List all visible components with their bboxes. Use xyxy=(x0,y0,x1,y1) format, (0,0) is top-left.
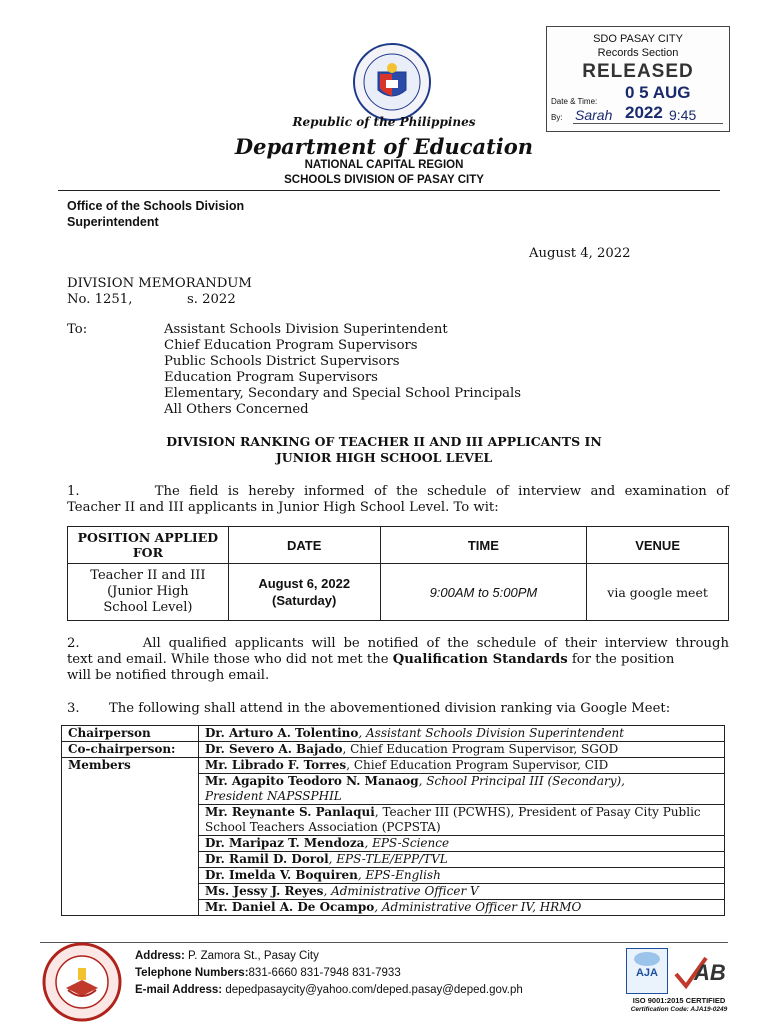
committee-member xyxy=(199,758,725,774)
member-title: , Administrative Officer V xyxy=(323,884,479,898)
cell-date xyxy=(228,564,380,621)
phone-value: 831-6660 831-7948 831-7933 xyxy=(248,967,401,979)
member-title: , Assistant Schools Division Superintendent xyxy=(358,726,625,740)
stamp-time-value: 9:45 xyxy=(669,107,697,123)
office-block xyxy=(67,198,244,230)
position-line: School Level) xyxy=(103,600,193,615)
member-title: , Chief Education Program Supervisor, CID xyxy=(346,758,609,772)
para3-number: 3. xyxy=(67,701,80,716)
office-line-2: Superintendent xyxy=(67,215,159,229)
stamp-status: RELEASED xyxy=(582,61,694,82)
to-label: To: xyxy=(67,322,88,337)
cell-venue: via google meet xyxy=(587,564,729,621)
paragraph-2 xyxy=(67,636,729,684)
subject-line-2: JUNIOR HIGH SCHOOL LEVEL xyxy=(275,450,493,465)
address-value: P. Zamora St., Pasay City xyxy=(184,950,319,962)
committee-member xyxy=(199,805,725,836)
region-name: NATIONAL CAPITAL REGION xyxy=(304,159,464,171)
para2-line-1: All qualified applicants will be notified of the schedule of their interview through xyxy=(142,636,729,651)
position-line: Teacher II and III xyxy=(90,568,206,583)
footer-contact xyxy=(135,948,523,999)
sdo-pasay-seal-logo xyxy=(42,942,122,1022)
member-title-2: School Teachers Association (PCPSTA) xyxy=(205,820,441,834)
member-title: , Teacher III (PCWHS), President of Pasay City Public xyxy=(374,805,701,819)
header-time: TIME xyxy=(380,527,587,564)
recipient-item: All Others Concerned xyxy=(164,402,309,417)
para1-line-1: The field is hereby informed of the schedule of interview and examination of xyxy=(154,484,729,499)
member-title: , EPS-Science xyxy=(364,836,450,850)
address-label: Address: xyxy=(135,950,185,962)
member-name: Mr. Librado F. Torres xyxy=(205,758,347,772)
header-rule xyxy=(58,190,720,191)
schedule-table xyxy=(67,526,729,621)
para3-text: The following shall attend in the abovementioned division ranking via Google Meet: xyxy=(108,701,671,716)
aja-cert-logo xyxy=(626,948,668,994)
paragraph-3 xyxy=(67,701,729,717)
para2-line-3: will be notified through email. xyxy=(67,668,270,683)
republic-line: Republic of the Philippines xyxy=(292,115,476,129)
para2-number: 2. xyxy=(67,636,80,651)
subject xyxy=(0,434,768,466)
schedule-header-row xyxy=(68,527,729,564)
member-name: Mr. Agapito Teodoro N. Manaog xyxy=(205,774,419,788)
recipient-item: Elementary, Secondary and Special School Principals xyxy=(164,386,522,401)
member-title-2: President NAPSSPHIL xyxy=(205,789,342,803)
committee-member xyxy=(199,726,725,742)
committee-member xyxy=(199,836,725,852)
member-title: , Administrative Officer IV, HRMO xyxy=(374,900,582,914)
ab-label: AB xyxy=(694,960,726,985)
member-name: Ms. Jessy J. Reyes xyxy=(205,884,324,898)
recipient-list xyxy=(164,322,521,418)
date-line: August 6, 2022 xyxy=(258,576,351,591)
stamp-by-label: By: xyxy=(551,113,563,122)
para2-line-2c: for the position xyxy=(567,652,675,667)
committee-member xyxy=(199,742,725,758)
committee-role: Co-chairperson: xyxy=(62,742,199,758)
memo-number: No. 1251, xyxy=(67,292,133,307)
iso-code: Certification Code: AJA19-0249 xyxy=(630,1006,728,1013)
committee-table xyxy=(61,725,725,916)
committee-row xyxy=(62,726,725,742)
member-title: , Chief Education Program Supervisor, SGOD xyxy=(342,742,619,756)
para2-qs: Qualification Standards xyxy=(392,652,568,667)
member-name: Dr. Arturo A. Tolentino xyxy=(205,726,359,740)
deped-seal-logo xyxy=(352,42,432,122)
member-name: Dr. Ramil D. Dorol xyxy=(205,852,329,866)
office-line-1: Office of the Schools Division xyxy=(67,199,245,213)
para1-line-2: Teacher II and III applicants in Junior High School Level. To wit: xyxy=(67,500,499,515)
member-title: , EPS-English xyxy=(357,868,441,882)
memo-title: DIVISION MEMORANDUM xyxy=(67,276,252,291)
para1-number: 1. xyxy=(67,484,80,499)
schedule-row xyxy=(68,564,729,621)
para2-line-2a: text and email. While those who did not met the xyxy=(67,652,393,667)
header-date: DATE xyxy=(228,527,380,564)
paragraph-1 xyxy=(67,484,729,516)
member-name: Dr. Imelda V. Boquiren xyxy=(205,868,358,882)
member-name: Mr. Reynante S. Panlaqui xyxy=(205,805,375,819)
committee-row xyxy=(62,742,725,758)
member-name: Mr. Daniel A. De Ocampo xyxy=(205,900,375,914)
member-name: Dr. Severo A. Bajado xyxy=(205,742,343,756)
committee-member xyxy=(199,884,725,900)
phone-label: Telephone Numbers: xyxy=(135,967,249,979)
committee-member xyxy=(199,868,725,884)
committee-role: Members xyxy=(62,758,199,916)
committee-role: Chairperson xyxy=(62,726,199,742)
footer-rule xyxy=(40,942,728,943)
stamp-date-value: 0 5 AUG 2022 xyxy=(625,83,691,122)
committee-member xyxy=(199,774,725,805)
recipient-item: Education Program Supervisors xyxy=(164,370,378,385)
subject-line-1: DIVISION RANKING OF TEACHER II AND III APPLICANTS IN xyxy=(166,434,602,449)
member-name: Dr. Maripaz T. Mendoza xyxy=(205,836,365,850)
email-label: E-mail Address: xyxy=(135,984,223,996)
cell-position xyxy=(68,564,229,621)
committee-member xyxy=(199,852,725,868)
header-venue: VENUE xyxy=(587,527,729,564)
recipient-item: Assistant Schools Division Superintendent xyxy=(164,322,448,337)
member-title: , EPS-TLE/EPP/TVL xyxy=(328,852,448,866)
department-name: Department of Education xyxy=(234,134,534,159)
globe-icon xyxy=(632,951,662,967)
recipient-item: Chief Education Program Supervisors xyxy=(164,338,418,353)
stamp-office: SDO PASAY CITY xyxy=(593,33,683,45)
committee-row xyxy=(62,758,725,774)
ab-cert-logo xyxy=(672,954,728,990)
stamp-by-value: Sarah xyxy=(575,107,613,123)
memo-date: August 4, 2022 xyxy=(529,246,631,261)
stamp-date-label: Date & Time: xyxy=(551,97,598,106)
aja-label: AJA xyxy=(635,967,658,979)
date-line: (Saturday) xyxy=(272,593,337,608)
division-name: SCHOOLS DIVISION OF PASAY CITY xyxy=(284,174,484,186)
committee-member xyxy=(199,900,725,916)
stamp-section: Records Section xyxy=(597,47,679,59)
memo-series: s. 2022 xyxy=(187,292,236,307)
member-title: , School Principal III (Secondary), xyxy=(418,774,625,788)
iso-cert xyxy=(624,996,734,1014)
cell-time: 9:00AM to 5:00PM xyxy=(380,564,587,621)
header-position: POSITION APPLIED FOR xyxy=(68,527,229,564)
iso-label: ISO 9001:2015 CERTIFIED xyxy=(632,996,726,1005)
recipient-item: Public Schools District Supervisors xyxy=(164,354,400,369)
position-line: (Junior High xyxy=(107,584,189,599)
email-value: depedpasaycity@yahoo.com/deped.pasay@deped.gov.ph xyxy=(222,984,523,996)
